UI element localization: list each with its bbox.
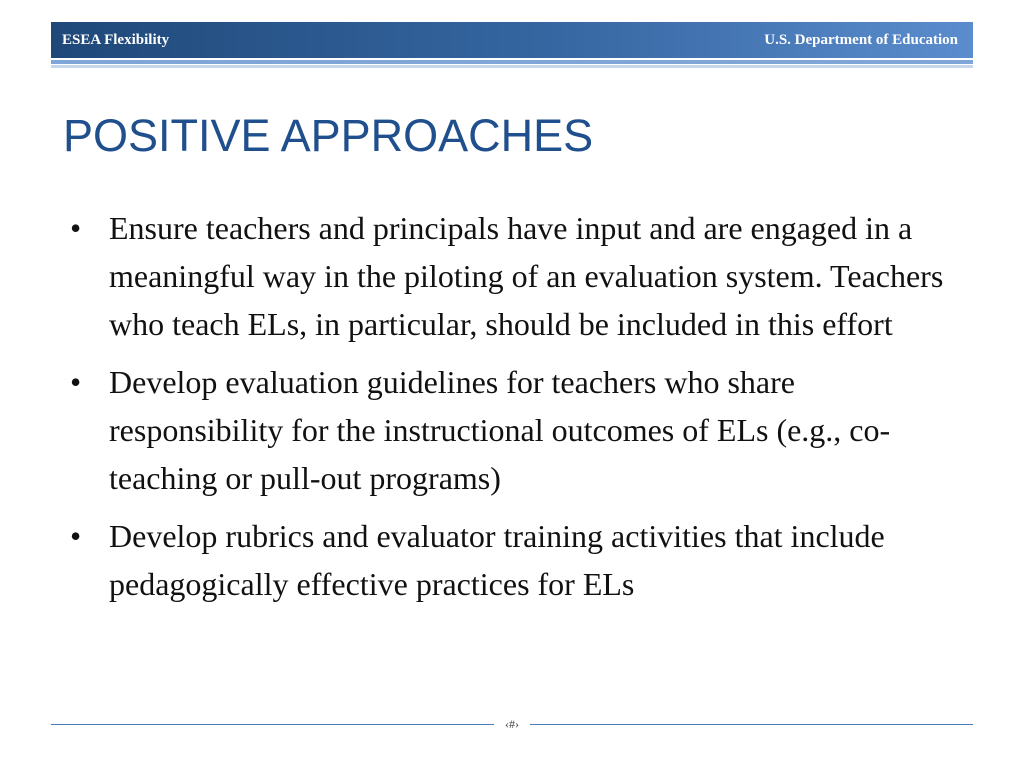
page-number: ‹#› xyxy=(505,717,519,731)
footer-divider-left xyxy=(51,724,494,725)
bullet-text: Ensure teachers and principals have input and are engaged in a meaningful way in the piloting of an evaluation system. Teachers who teach ELs, in particular, should be included in this effort xyxy=(109,210,944,342)
bullet-item xyxy=(70,204,970,348)
bullet-marker: • xyxy=(70,210,82,246)
bullet-list xyxy=(70,204,970,618)
bullet-marker: • xyxy=(70,364,82,400)
bullet-item xyxy=(70,512,970,608)
slide-title: POSITIVE APPROACHES xyxy=(63,110,594,161)
header-left-label: ESEA Flexibility xyxy=(62,32,170,48)
bullet-text: Develop rubrics and evaluator training activities that include pedagogically effective practices for ELs xyxy=(109,518,885,602)
bullet-text: Develop evaluation guidelines for teachers who share responsibility for the instructional outcomes of ELs (e.g., co-teaching or pull-out programs) xyxy=(109,364,891,496)
bullet-marker: • xyxy=(70,518,82,554)
header-right-label: U.S. Department of Education xyxy=(764,32,958,48)
footer-divider-right xyxy=(530,724,973,725)
bullet-item xyxy=(70,358,970,502)
header-divider-light xyxy=(51,65,973,68)
header-bar xyxy=(51,22,973,58)
header-divider xyxy=(51,60,973,64)
